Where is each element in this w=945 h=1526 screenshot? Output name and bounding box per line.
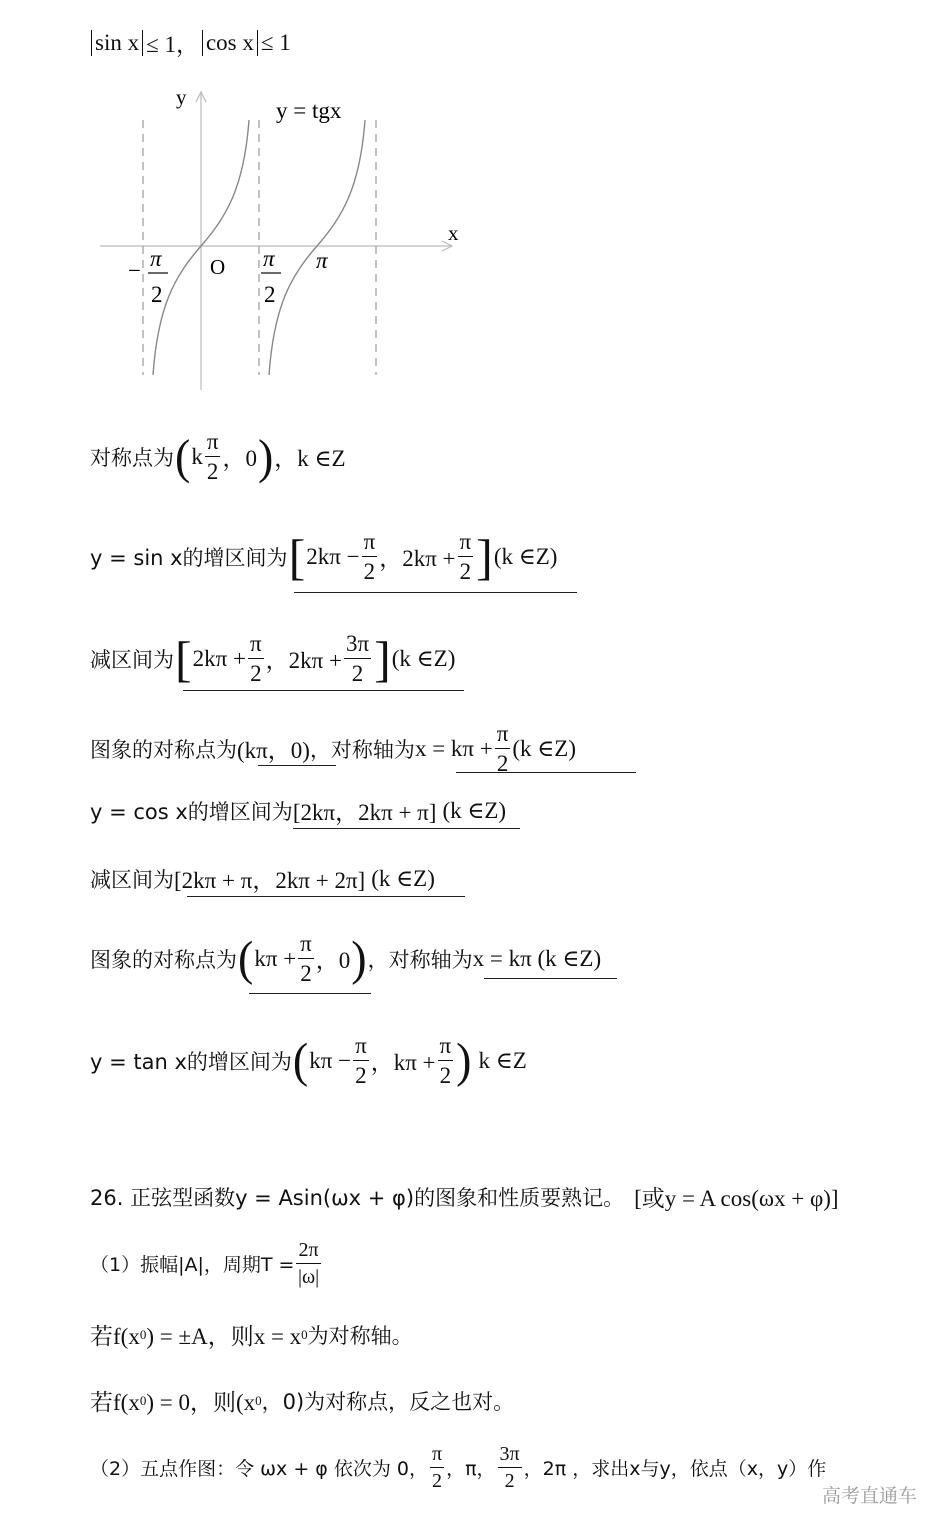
den: 2 bbox=[351, 661, 364, 686]
cos-dec-underline bbox=[187, 896, 465, 897]
cos-inc-line bbox=[90, 794, 506, 827]
num: π bbox=[362, 530, 378, 557]
num: π bbox=[353, 1034, 369, 1061]
sin-sym-prefix: 图象的对称点为 bbox=[90, 737, 237, 762]
neg-sign: − bbox=[128, 258, 141, 283]
cos-inc-interval: [2kπ，2kπ + π] bbox=[292, 800, 437, 825]
cos-dec-interval: [2kπ + π，2kπ + 2π] bbox=[174, 868, 366, 893]
sin-dec-suffix: (k ∈Z) bbox=[391, 645, 456, 671]
p2-b: ) = ±A，则x = x bbox=[146, 1324, 302, 1349]
s26-alt: [或y = A cos(ωx + φ)] bbox=[634, 1186, 839, 1211]
section-26-heading bbox=[90, 1180, 839, 1213]
den: 2 bbox=[250, 661, 262, 686]
p1-text: （1）振幅|A|，周期T = bbox=[90, 1254, 295, 1276]
sin-sym-pt-underline bbox=[258, 765, 336, 766]
cos-inc-prefix: y = cos x的增区间为 bbox=[90, 799, 293, 824]
num: 3π bbox=[498, 1444, 522, 1468]
tan-sym-suffix: ，k ∈Z bbox=[274, 446, 346, 471]
five-point-line bbox=[90, 1444, 826, 1491]
p4-b: ，π， bbox=[446, 1458, 496, 1480]
cos-sym-axis: x = kπ (k ∈Z) bbox=[472, 945, 602, 971]
sub: 0 bbox=[139, 1392, 147, 1408]
num: π bbox=[205, 430, 221, 457]
y-axis-label: y bbox=[176, 85, 187, 109]
p2-c: 为对称轴。 bbox=[307, 1323, 413, 1348]
axis-condition-line bbox=[90, 1318, 413, 1351]
cos-sym-pt-underline bbox=[249, 993, 371, 994]
sin-inc-line: y = sin x的增区间为 [ 2kπ − $\frac{\pi}{2}$ ，2kπ + $\frac{\pi}{2}$ ] (k ∈Z) bbox=[90, 528, 558, 585]
tan-inc-a: kπ − bbox=[309, 1047, 352, 1073]
den: |ω| bbox=[297, 1266, 320, 1288]
sin-dec-a: 2kπ + bbox=[192, 645, 246, 671]
cos-sym-a: kπ + bbox=[254, 945, 297, 971]
sin-dec-prefix: 减区间为 bbox=[90, 647, 174, 672]
p3-a: 若f(x bbox=[90, 1390, 140, 1415]
sub: 0 bbox=[255, 1392, 262, 1408]
num: π bbox=[495, 722, 511, 749]
sub: 0 bbox=[139, 1326, 147, 1342]
le-one-a: ≤ 1， bbox=[146, 32, 199, 57]
sin-inc-underline bbox=[294, 592, 577, 593]
sin-dec-line: 减区间为 [ 2kπ + $\frac{\pi}{2}$ ，2kπ + $\frac{3\pi}{2}$ ] (k ∈Z) bbox=[90, 630, 456, 687]
tangent-graph bbox=[90, 80, 470, 400]
sin-sym-suffix: (k ∈Z) bbox=[512, 735, 577, 761]
cos-sym-line: 图象的对称点为 ( kπ + $\frac{\pi}{2}$ ，0 ) ，对称轴为 x = kπ (k ∈Z) bbox=[90, 931, 602, 986]
cos-dec-suffix: (k ∈Z) bbox=[371, 865, 435, 891]
cos-dec-prefix: 减区间为 bbox=[90, 867, 174, 892]
watermark: 高考直通车 bbox=[821, 1485, 917, 1507]
den: 2 bbox=[355, 1063, 367, 1088]
sin-sym-point: (kπ，0) bbox=[237, 738, 310, 763]
cos-dec-line bbox=[90, 862, 435, 895]
sin-dec-b: ，2kπ + bbox=[265, 648, 342, 673]
origin-label: O bbox=[210, 255, 226, 279]
sin-inc-suffix: (k ∈Z) bbox=[493, 543, 558, 569]
tick-pi-num: π bbox=[263, 246, 275, 271]
den: 2 bbox=[300, 961, 312, 986]
den: 2 bbox=[496, 751, 509, 776]
x-axis-label: x bbox=[448, 221, 459, 245]
cos-inc-underline bbox=[293, 828, 520, 829]
cos-sym-mid: ，对称轴为 bbox=[367, 947, 473, 972]
num: 3π bbox=[344, 632, 371, 659]
cos-inc-suffix: (k ∈Z) bbox=[442, 797, 507, 823]
p4-c: ，2π ，求出x与y，依点（x，y）作 bbox=[523, 1458, 827, 1480]
graph-title: y = tgx bbox=[276, 98, 342, 123]
p4-a: （2）五点作图：令 ωx + φ 依次为 0， bbox=[90, 1458, 428, 1480]
sin-inc-a: 2kπ − bbox=[306, 543, 360, 569]
abs-sin: sin x bbox=[91, 30, 143, 56]
tan-inc-b: ，kπ + bbox=[370, 1050, 436, 1075]
tick-pi: π bbox=[316, 248, 328, 273]
sin-sym-axis: x = kπ + bbox=[414, 735, 493, 761]
tan-sym-mid: ，0 bbox=[222, 446, 257, 471]
den: 2 bbox=[504, 1470, 515, 1492]
tick-neg-pi: π bbox=[150, 246, 162, 271]
le-one-b: ≤ 1 bbox=[260, 29, 291, 55]
tan-sym-k: k bbox=[191, 443, 203, 469]
sub: 0 bbox=[301, 1326, 308, 1342]
den: 2 bbox=[459, 559, 472, 584]
sin-sym-mid: ，对称轴为 bbox=[309, 737, 415, 762]
sin-dec-underline bbox=[183, 690, 464, 691]
abs-cos: cos x bbox=[202, 30, 258, 56]
amplitude-period-line bbox=[90, 1240, 323, 1287]
sin-cos-bound-line bbox=[88, 26, 291, 59]
tan-inc-prefix: y = tan x的增区间为 bbox=[90, 1049, 292, 1074]
tan-inc-line: y = tan x的增区间为 ( kπ − $\frac{\pi}{2}$ ，kπ + $\frac{\pi}{2}$ ) k ∈Z bbox=[90, 1033, 527, 1088]
center-condition-line bbox=[90, 1384, 514, 1417]
tick-neg-two: 2 bbox=[151, 282, 163, 307]
tan-inc-suffix: k ∈Z bbox=[478, 1047, 527, 1073]
den: 2 bbox=[439, 1063, 452, 1088]
p3-c: ，0)为对称点，反之也对。 bbox=[261, 1389, 515, 1414]
num: π bbox=[438, 1034, 454, 1061]
p2-a: 若f(x bbox=[90, 1324, 140, 1349]
num: π bbox=[458, 530, 474, 557]
cos-sym-axis-underline bbox=[484, 978, 617, 979]
sin-sym-axis-underline bbox=[456, 772, 636, 773]
num: π bbox=[430, 1444, 444, 1468]
den: 2 bbox=[432, 1470, 443, 1492]
den: 2 bbox=[363, 559, 376, 584]
num: π bbox=[298, 932, 314, 959]
cos-sym-prefix: 图象的对称点为 bbox=[90, 947, 237, 972]
tick-two: 2 bbox=[264, 282, 276, 307]
p3-b: ) = 0，则(x bbox=[146, 1390, 256, 1415]
sin-sym-line bbox=[90, 722, 576, 775]
tan-sym-prefix: 对称点为 bbox=[90, 445, 174, 470]
num: π bbox=[248, 632, 264, 659]
sin-inc-prefix: y = sin x的增区间为 bbox=[90, 545, 288, 570]
s26-head: 26. 正弦型函数y = Asin(ωx + φ)的图象和性质要熟记。 bbox=[90, 1185, 625, 1210]
sin-inc-b: ，2kπ + bbox=[379, 546, 456, 571]
tan-sym-line: 对称点为 ( k $\frac{\pi}{2}$ ，0 ) ，k ∈Z bbox=[90, 429, 346, 484]
den: 2 bbox=[206, 459, 219, 484]
num: 2π bbox=[296, 1240, 320, 1264]
cos-sym-b: ，0 bbox=[315, 948, 351, 973]
